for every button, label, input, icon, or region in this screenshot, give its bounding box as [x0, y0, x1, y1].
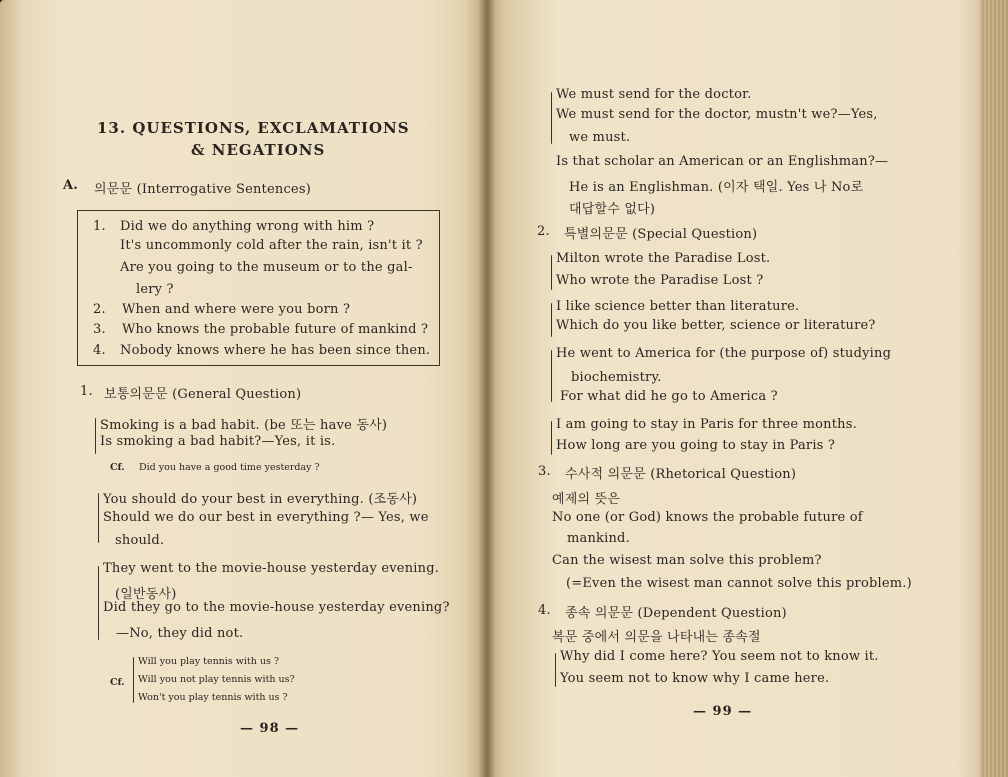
page-number: — 99 — — [693, 704, 753, 719]
cf-example: Will you play tennis with us ? — [138, 656, 279, 667]
example-line: We must send for the doctor, mustn't we?—Yes, — [556, 107, 878, 122]
box-item1-line4: lery ? — [136, 282, 174, 297]
box-item3: Who knows the probable future of mankind ? — [122, 322, 429, 337]
left-page — [0, 0, 487, 777]
example-line: Is smoking a bad habit?—Yes, it is. — [100, 434, 336, 449]
body-line: 복문 중에서 의문을 나타내는 종속절 — [552, 630, 761, 645]
body-line: (=Even the wisest man cannot solve this problem.) — [566, 576, 912, 591]
brace — [98, 566, 99, 640]
right-page — [487, 0, 1008, 777]
example-line: You should do your best in everything. (조동사) — [103, 492, 418, 507]
body-line: 예제의 뜻은 — [552, 492, 621, 507]
example-line: should. — [115, 533, 165, 548]
cf-example: Won't you play tennis with us ? — [138, 692, 288, 703]
page-number: — 98 — — [240, 721, 300, 736]
example-line: Milton wrote the Paradise Lost. — [556, 251, 771, 266]
brace — [555, 653, 556, 687]
example-line: We must send for the doctor. — [556, 87, 752, 102]
cf-label: Cf. — [110, 462, 125, 473]
example-line: Which do you like better, science or literature? — [556, 318, 876, 333]
example-line: I am going to stay in Paris for three months. — [556, 417, 857, 432]
subsection-3-number: 3. — [538, 464, 551, 479]
subsection-3-heading: 수사적 의문문 (Rhetorical Question) — [565, 467, 797, 482]
subsection-1-number: 1. — [80, 384, 93, 399]
body-line: No one (or God) knows the probable future of — [552, 510, 863, 525]
subsection-4-heading: 종속 의문문 (Dependent Question) — [565, 606, 787, 621]
example-line: Should we do our best in everything ?— Yes, we — [103, 510, 429, 525]
subsection-2-heading: 특별의문문 (Special Question) — [564, 227, 758, 242]
brace — [551, 421, 552, 455]
brace — [551, 92, 552, 144]
section-a-heading: 의문문 (Interrogative Sentences) — [94, 182, 311, 197]
example-line: You seem not to know why I came here. — [560, 671, 830, 686]
example-line: For what did he go to America ? — [560, 389, 778, 404]
body-line: mankind. — [567, 531, 630, 546]
subsection-1-heading: 보통의문문 (General Question) — [104, 387, 302, 402]
box-item1-line2: It's uncommonly cold after the rain, isn't it ? — [120, 238, 423, 253]
brace — [551, 255, 552, 290]
cf-example: Will you not play tennis with us? — [138, 674, 295, 685]
box-item1-line3: Are you going to the museum or to the gal- — [120, 260, 413, 275]
example-line: How long are you going to stay in Paris ? — [556, 438, 836, 453]
example-line: 대답할수 없다) — [569, 202, 656, 217]
example-line: we must. — [569, 130, 631, 145]
box-item2-number: 2. — [93, 302, 106, 317]
example-line: —No, they did not. — [116, 626, 244, 641]
body-line: Can the wisest man solve this problem? — [552, 553, 822, 568]
example-line: Who wrote the Paradise Lost ? — [556, 273, 764, 288]
example-line: I like science better than literature. — [556, 299, 800, 314]
example-line: Why did I come here? You seem not to know it. — [560, 649, 879, 664]
box-item2: When and where were you born ? — [122, 302, 351, 317]
example-line: He is an Englishman. (이자 택일. Yes 나 No로 — [569, 180, 864, 195]
cf-example: Did you have a good time yesterday ? — [139, 462, 320, 473]
page-edges — [980, 0, 1008, 777]
brace — [98, 493, 99, 543]
cf-label: Cf. — [110, 677, 125, 688]
brace — [551, 350, 552, 402]
example-line: Is that scholar an American or an Englishman?— — [556, 154, 889, 169]
example-line: Did they go to the movie-house yesterday evening? — [103, 600, 450, 615]
brace — [133, 657, 134, 703]
example-line: biochemistry. — [571, 370, 662, 385]
example-line: He went to America for (the purpose of) studying — [556, 346, 892, 361]
box-item1-line1: Did we do anything wrong with him ? — [120, 219, 375, 234]
box-item4-number: 4. — [93, 343, 106, 358]
box-item1-number: 1. — [93, 219, 106, 234]
box-item4: Nobody knows where he has been since then. — [120, 343, 431, 358]
example-line: (일반동사) — [115, 587, 177, 602]
example-line: They went to the movie-house yesterday evening. — [103, 561, 440, 576]
section-a-label: A. — [63, 178, 79, 193]
subsection-2-number: 2. — [537, 224, 550, 239]
brace — [551, 303, 552, 337]
chapter-title-line1: 13. QUESTIONS, EXCLAMATIONS — [97, 119, 410, 137]
chapter-title-line2: & NEGATIONS — [191, 141, 326, 159]
book-gutter — [478, 0, 496, 777]
brace — [95, 418, 96, 454]
box-item3-number: 3. — [93, 322, 106, 337]
subsection-4-number: 4. — [538, 603, 551, 618]
example-line: Smoking is a bad habit. (be 또는 have 동사) — [100, 418, 388, 433]
